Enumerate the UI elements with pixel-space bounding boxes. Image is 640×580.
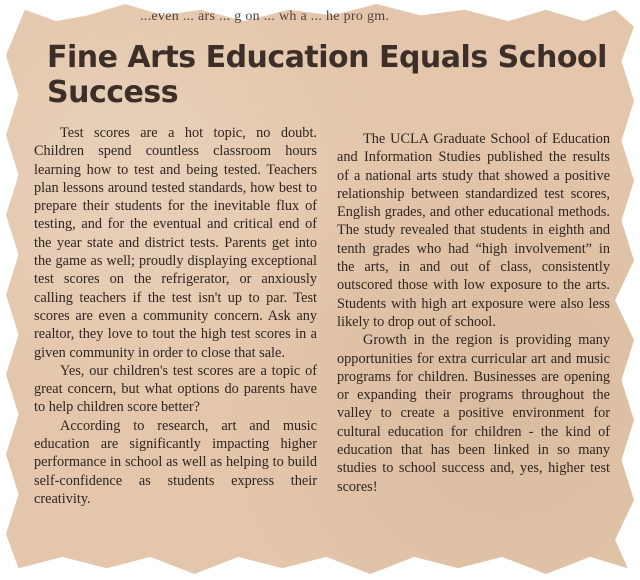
right-paragraph-1: The UCLA Graduate School of Education and Information Studies published the results of a national arts study that showed a positive relationship between standardized test scores, English grades, and other educational methods. The study revealed that students in eighth and tenth grades who had “high involvement” in the arts, in and out of class, consistently outscored those with low exposure to the arts. Students with high art exposure were also less likely to drop out of school. [337, 131, 610, 330]
article-headline: Fine Arts Education Equals School Success [47, 40, 607, 110]
left-column [34, 124, 317, 508]
torn-top-text: ...even ... ars ... g on ... wh a ... he pro gm. [140, 9, 390, 24]
left-paragraph-2: Yes, our children's test scores are a topic of great concern, but what options do parents have to help children score better? [34, 362, 317, 416]
right-column [337, 130, 610, 496]
left-paragraph-3: According to research, art and music education are significantly impacting higher performance in school as well as helping to build self-confidence as students express their creativity. [34, 417, 317, 507]
left-paragraph-1: Test scores are a hot topic, no doubt. Children spend countless classroom hours learning how to test and being tested. Teachers plan lessons around tested standards, how best to prepare their students for the inevitable flux of testing, and for the eventual and critical end of the year state and district tests. Parents get into the game as well; proudly displaying exceptional test scores on the refrigerator, or anxiously calling teachers if the test isn't up to par. Test scores are even a community concern. Ask any realtor, they love to tout the high test scores in a given community in order to close that sale. [34, 125, 317, 361]
right-paragraph-2: Growth in the region is providing many opportunities for extra curricular art and music programs for children. Businesses are opening or expanding their programs throughout the valley to create a positive environment for cultural education for children - the kind of education that has been linked in so many studies to school success and, yes, higher test scores! [337, 332, 610, 495]
